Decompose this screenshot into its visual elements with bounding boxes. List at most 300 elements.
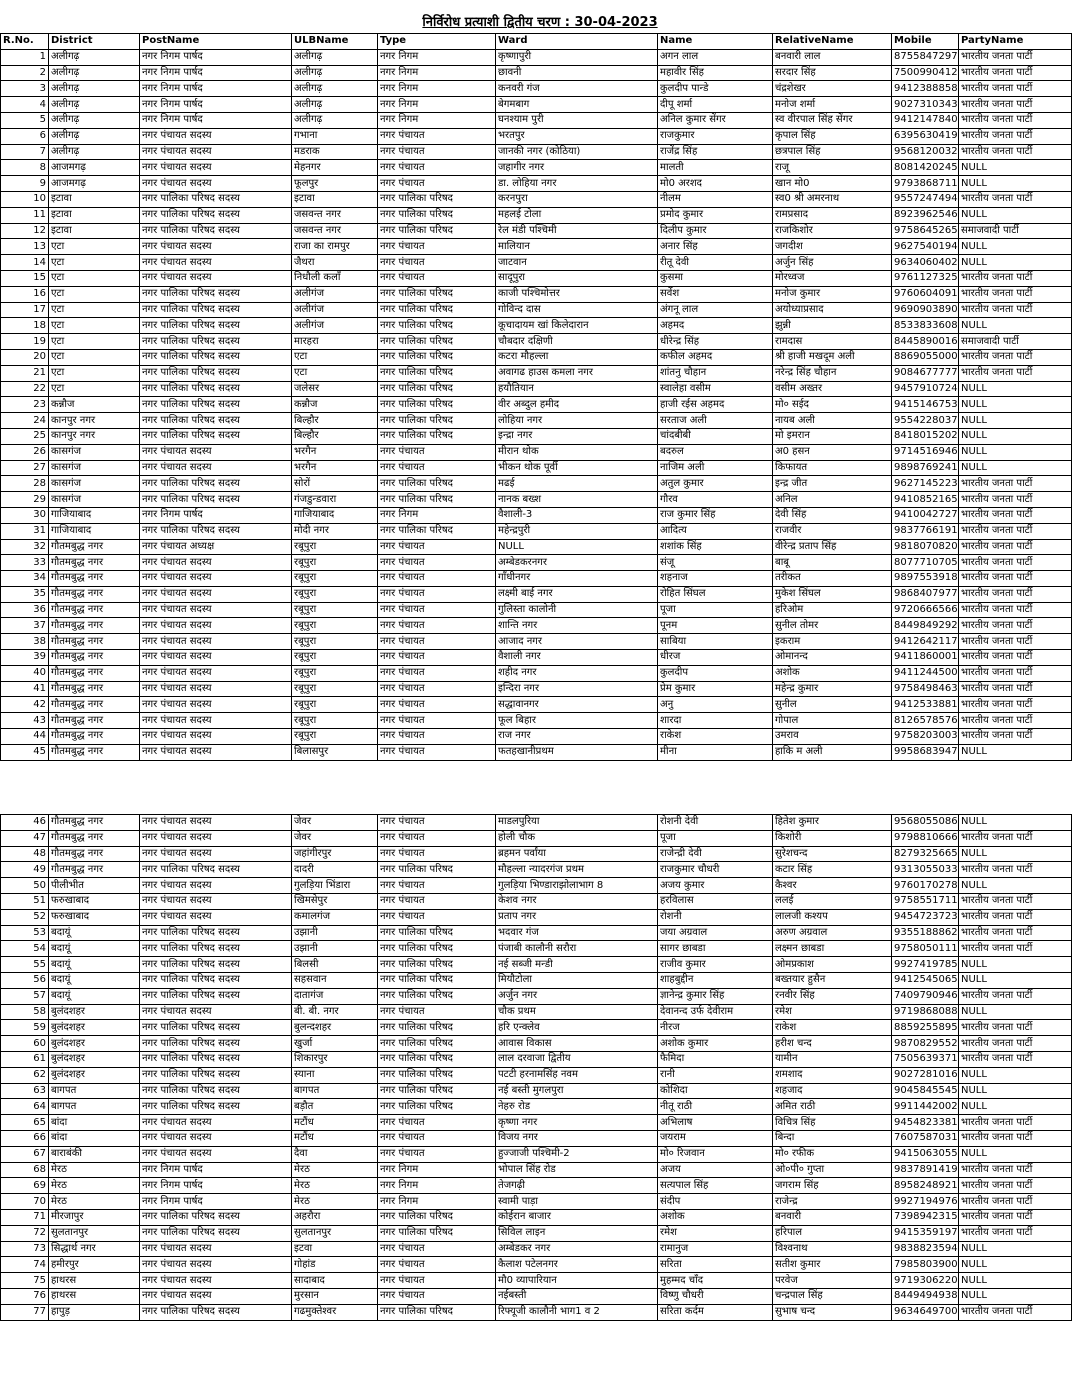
cell-type: नगर पालिका परिषद bbox=[378, 365, 496, 381]
cell-rno: 50 bbox=[1, 878, 49, 894]
cell-name: संदीप bbox=[658, 1194, 773, 1210]
cell-partyname: भारतीय जनता पार्टी bbox=[959, 941, 1072, 957]
cell-ulbname: दैवा bbox=[292, 1146, 378, 1162]
cell-ward: मढई bbox=[496, 476, 658, 492]
cell-name: रमेश bbox=[658, 1225, 773, 1241]
cell-rno: 3 bbox=[1, 81, 49, 97]
cell-ulbname: बिलासपुर bbox=[292, 744, 378, 760]
cell-name: रीतू देवी bbox=[658, 255, 773, 271]
cell-relativename: इकराम bbox=[773, 634, 892, 650]
cell-ward: इन्द्रा नगर bbox=[496, 428, 658, 444]
cell-mobile: 9412147840 bbox=[892, 112, 959, 128]
cell-ulbname: रबूपुरा bbox=[292, 665, 378, 681]
cell-postname: नगर निगम पार्षद bbox=[140, 507, 292, 523]
cell-district: कासगंज bbox=[49, 476, 140, 492]
cell-district: गौतमबुद्ध नगर bbox=[49, 815, 140, 831]
cell-district: कासगंज bbox=[49, 460, 140, 476]
cell-partyname: NULL bbox=[959, 846, 1072, 862]
col-header-district: District bbox=[49, 34, 140, 50]
cell-relativename: विचित्र सिंह bbox=[773, 1115, 892, 1131]
table-row bbox=[1, 176, 1072, 192]
table-row bbox=[1, 878, 1072, 894]
cell-ward: पटटी हरनामसिंह नवम bbox=[496, 1067, 658, 1083]
cell-district: फरुखाबाद bbox=[49, 909, 140, 925]
table-row bbox=[1, 909, 1072, 925]
cell-rno: 11 bbox=[1, 207, 49, 223]
cell-ulbname: अलीगढ़ bbox=[292, 112, 378, 128]
cell-postname: नगर पालिका परिषद सदस्य bbox=[140, 492, 292, 508]
cell-ulbname: एटा bbox=[292, 365, 378, 381]
cell-rno: 36 bbox=[1, 602, 49, 618]
cell-mobile: 9355188862 bbox=[892, 925, 959, 941]
table-row bbox=[1, 1194, 1072, 1210]
cell-name: दीपू शर्मा bbox=[658, 97, 773, 113]
cell-name: नाजिम अली bbox=[658, 460, 773, 476]
cell-mobile: 9412642117 bbox=[892, 634, 959, 650]
cell-ward: फूल बिहार bbox=[496, 713, 658, 729]
cell-ward: माडलपुरिया bbox=[496, 815, 658, 831]
cell-type: नगर पंचायत bbox=[378, 1004, 496, 1020]
cell-partyname: NULL bbox=[959, 1146, 1072, 1162]
cell-district: बदायूं bbox=[49, 941, 140, 957]
cell-name: गौरव bbox=[658, 492, 773, 508]
cell-partyname: भारतीय जनता पार्टी bbox=[959, 729, 1072, 745]
table-row bbox=[1, 1162, 1072, 1178]
cell-partyname: भारतीय जनता पार्टी bbox=[959, 925, 1072, 941]
cell-district: इटावा bbox=[49, 223, 140, 239]
cell-relativename: रमेश bbox=[773, 1004, 892, 1020]
cell-type: नगर पंचायत bbox=[378, 176, 496, 192]
cell-mobile: 8418015202 bbox=[892, 428, 959, 444]
cell-ulbname: अलीगढ़ bbox=[292, 65, 378, 81]
cell-type: नगर पालिका परिषद bbox=[378, 191, 496, 207]
cell-relativename: सुनील तोमर bbox=[773, 618, 892, 634]
cell-postname: नगर पंचायत सदस्य bbox=[140, 909, 292, 925]
cell-relativename: रामदास bbox=[773, 334, 892, 350]
table-row bbox=[1, 555, 1072, 571]
cell-district: सुलतानपुर bbox=[49, 1225, 140, 1241]
cell-name: अंगनू लाल bbox=[658, 302, 773, 318]
cell-rno: 16 bbox=[1, 286, 49, 302]
table-row bbox=[1, 523, 1072, 539]
cell-district: एटा bbox=[49, 381, 140, 397]
cell-ward: अम्बेडकरनगर bbox=[496, 555, 658, 571]
cell-mobile: 9870829552 bbox=[892, 1036, 959, 1052]
cell-name: मुहम्मद चाँद bbox=[658, 1273, 773, 1289]
cell-ward: बेगमबाग bbox=[496, 97, 658, 113]
cell-type: नगर पालिका परिषद bbox=[378, 1051, 496, 1067]
cell-postname: नगर पंचायत अध्यक्ष bbox=[140, 539, 292, 555]
cell-ward: कृष्णा नगर bbox=[496, 1115, 658, 1131]
cell-partyname: NULL bbox=[959, 460, 1072, 476]
cell-relativename: कटार सिंह bbox=[773, 862, 892, 878]
cell-postname: नगर पालिका परिषद सदस्य bbox=[140, 1099, 292, 1115]
cell-district: गौतमबुद्ध नगर bbox=[49, 729, 140, 745]
cell-mobile: 9027310343 bbox=[892, 97, 959, 113]
cell-ward: हरि एन्क्लेव bbox=[496, 1020, 658, 1036]
cell-rno: 32 bbox=[1, 539, 49, 555]
cell-district: गौतमबुद्ध नगर bbox=[49, 618, 140, 634]
table-row bbox=[1, 1083, 1072, 1099]
cell-partyname: NULL bbox=[959, 1083, 1072, 1099]
cell-name: अहमद bbox=[658, 318, 773, 334]
cell-mobile: 9412545065 bbox=[892, 972, 959, 988]
cell-rno: 7 bbox=[1, 144, 49, 160]
cell-mobile: 7607587031 bbox=[892, 1130, 959, 1146]
cell-mobile: 9554228037 bbox=[892, 413, 959, 429]
cell-name: नीलम bbox=[658, 191, 773, 207]
cell-district: सिद्धार्थ नगर bbox=[49, 1241, 140, 1257]
cell-rno: 64 bbox=[1, 1099, 49, 1115]
cell-ulbname: रबूपुरा bbox=[292, 586, 378, 602]
cell-ward: नई बस्ती मुगलपुरा bbox=[496, 1083, 658, 1099]
table-row bbox=[1, 972, 1072, 988]
cell-relativename: बिन्दा bbox=[773, 1130, 892, 1146]
cell-name: महावीर सिंह bbox=[658, 65, 773, 81]
cell-ulbname: बिल्हौर bbox=[292, 413, 378, 429]
table-row bbox=[1, 941, 1072, 957]
cell-type: नगर पालिका परिषद bbox=[378, 1067, 496, 1083]
cell-name: अशोक कुमार bbox=[658, 1036, 773, 1052]
cell-ward: वैशाली नगर bbox=[496, 650, 658, 666]
table-row bbox=[1, 1288, 1072, 1304]
table-row bbox=[1, 713, 1072, 729]
cell-rno: 69 bbox=[1, 1178, 49, 1194]
table-row bbox=[1, 223, 1072, 239]
cell-ulbname: भरगैन bbox=[292, 444, 378, 460]
cell-rno: 54 bbox=[1, 941, 49, 957]
cell-rno: 24 bbox=[1, 413, 49, 429]
cell-mobile: 9411244500 bbox=[892, 665, 959, 681]
cell-rno: 5 bbox=[1, 112, 49, 128]
cell-ward: भोपाल सिंह रोड bbox=[496, 1162, 658, 1178]
cell-postname: नगर निगम पार्षद bbox=[140, 1194, 292, 1210]
cell-ulbname: रबूपुरा bbox=[292, 555, 378, 571]
cell-ward: भरतपुर bbox=[496, 128, 658, 144]
cell-rno: 76 bbox=[1, 1288, 49, 1304]
cell-type: नगर पंचायत bbox=[378, 239, 496, 255]
cell-type: नगर निगम bbox=[378, 97, 496, 113]
cell-name: आदित्य bbox=[658, 523, 773, 539]
cell-ulbname: अलीगंज bbox=[292, 318, 378, 334]
cell-postname: नगर पालिका परिषद सदस्य bbox=[140, 413, 292, 429]
cell-mobile: 9557247494 bbox=[892, 191, 959, 207]
cell-rno: 13 bbox=[1, 239, 49, 255]
cell-ward: शहीद नगर bbox=[496, 665, 658, 681]
table-row bbox=[1, 586, 1072, 602]
cell-mobile: 8077710705 bbox=[892, 555, 959, 571]
cell-relativename: चन्द्रपाल सिंह bbox=[773, 1288, 892, 1304]
cell-partyname: NULL bbox=[959, 1004, 1072, 1020]
cell-mobile: 7500990412 bbox=[892, 65, 959, 81]
cell-mobile: 8449494938 bbox=[892, 1288, 959, 1304]
cell-rno: 51 bbox=[1, 893, 49, 909]
cell-rno: 23 bbox=[1, 397, 49, 413]
cell-type: नगर पंचायत bbox=[378, 1146, 496, 1162]
table-row bbox=[1, 988, 1072, 1004]
cell-name: शाहबुद्दीन bbox=[658, 972, 773, 988]
cell-postname: नगर पंचायत सदस्य bbox=[140, 1130, 292, 1146]
cell-name: प्रेम कुमार bbox=[658, 681, 773, 697]
cell-relativename: छत्रपाल सिंह bbox=[773, 144, 892, 160]
cell-ulbname: बागपत bbox=[292, 1083, 378, 1099]
cell-name: विष्णु चौधरी bbox=[658, 1288, 773, 1304]
cell-ward: रेल मंडी पश्चिमी bbox=[496, 223, 658, 239]
cell-mobile: 9027281016 bbox=[892, 1067, 959, 1083]
cell-mobile: 9927194976 bbox=[892, 1194, 959, 1210]
cell-postname: नगर पालिका परिषद सदस्य bbox=[140, 476, 292, 492]
cell-postname: नगर निगम पार्षद bbox=[140, 1178, 292, 1194]
cell-ulbname: उझानी bbox=[292, 925, 378, 941]
cell-partyname: भारतीय जनता पार्टी bbox=[959, 492, 1072, 508]
cell-district: गौतमबुद्ध नगर bbox=[49, 862, 140, 878]
cell-name: शशांक सिंह bbox=[658, 539, 773, 555]
cell-name: अगन लाल bbox=[658, 49, 773, 65]
cell-district: गौतमबुद्ध नगर bbox=[49, 665, 140, 681]
cell-ulbname: सुलतानपुर bbox=[292, 1225, 378, 1241]
cell-postname: नगर पंचायत सदस्य bbox=[140, 697, 292, 713]
cell-ward: होली चौक bbox=[496, 830, 658, 846]
cell-relativename: बनवारी bbox=[773, 1209, 892, 1225]
cell-type: नगर पंचायत bbox=[378, 830, 496, 846]
cell-partyname: NULL bbox=[959, 957, 1072, 973]
cell-relativename: ओमानन्द bbox=[773, 650, 892, 666]
cell-mobile: 9798810666 bbox=[892, 830, 959, 846]
cell-ulbname: मेरठ bbox=[292, 1178, 378, 1194]
cell-postname: नगर निगम पार्षद bbox=[140, 1162, 292, 1178]
cell-mobile: 9898769241 bbox=[892, 460, 959, 476]
cell-mobile: 9415146753 bbox=[892, 397, 959, 413]
cell-relativename: हाकि म अली bbox=[773, 744, 892, 760]
cell-partyname: NULL bbox=[959, 428, 1072, 444]
cell-relativename: सुनील bbox=[773, 697, 892, 713]
cell-name: धीरेन्द्र सिंह bbox=[658, 334, 773, 350]
cell-ward: करनपुरा bbox=[496, 191, 658, 207]
cell-district: फरुखाबाद bbox=[49, 893, 140, 909]
cell-ward: NULL bbox=[496, 539, 658, 555]
cell-partyname: भारतीय जनता पार्टी bbox=[959, 1225, 1072, 1241]
cell-district: अलीगढ़ bbox=[49, 144, 140, 160]
cell-partyname: भारतीय जनता पार्टी bbox=[959, 830, 1072, 846]
cell-postname: नगर पालिका परिषद सदस्य bbox=[140, 428, 292, 444]
cell-rno: 66 bbox=[1, 1130, 49, 1146]
cell-partyname: NULL bbox=[959, 176, 1072, 192]
cell-mobile: 8923962546 bbox=[892, 207, 959, 223]
cell-type: नगर पंचायत bbox=[378, 255, 496, 271]
table-row bbox=[1, 49, 1072, 65]
cell-rno: 72 bbox=[1, 1225, 49, 1241]
cell-rno: 2 bbox=[1, 65, 49, 81]
col-header-mobile: Mobile bbox=[892, 34, 959, 50]
cell-rno: 15 bbox=[1, 270, 49, 286]
table-row bbox=[1, 207, 1072, 223]
table-row bbox=[1, 1067, 1072, 1083]
cell-name: शहनाज bbox=[658, 571, 773, 587]
cell-district: हमीरपुर bbox=[49, 1257, 140, 1273]
cell-name: बदरुल bbox=[658, 444, 773, 460]
cell-name: रोशनी देवी bbox=[658, 815, 773, 831]
cell-rno: 65 bbox=[1, 1115, 49, 1131]
cell-name: राजकुमार bbox=[658, 128, 773, 144]
cell-rno: 9 bbox=[1, 176, 49, 192]
table-body-part1 bbox=[1, 49, 1072, 760]
cell-district: बाराबंकी bbox=[49, 1146, 140, 1162]
cell-ulbname: गाजियाबाद bbox=[292, 507, 378, 523]
cell-type: नगर निगम bbox=[378, 49, 496, 65]
cell-relativename: मो इमरान bbox=[773, 428, 892, 444]
cell-partyname: भारतीय जनता पार्टी bbox=[959, 286, 1072, 302]
cell-mobile: 9454823381 bbox=[892, 1115, 959, 1131]
cell-partyname: NULL bbox=[959, 878, 1072, 894]
cell-name: अभिलाष bbox=[658, 1115, 773, 1131]
cell-district: गौतमबुद्ध नगर bbox=[49, 586, 140, 602]
cell-ward: मालियान bbox=[496, 239, 658, 255]
cell-type: नगर पंचायत bbox=[378, 878, 496, 894]
cell-ward: तेजगढ़ी bbox=[496, 1178, 658, 1194]
cell-rno: 52 bbox=[1, 909, 49, 925]
cell-relativename: कैश्वर bbox=[773, 878, 892, 894]
cell-district: इटावा bbox=[49, 207, 140, 223]
cell-postname: नगर पंचायत सदस्य bbox=[140, 270, 292, 286]
cell-rno: 20 bbox=[1, 349, 49, 365]
cell-postname: नगर पालिका परिषद सदस्य bbox=[140, 1036, 292, 1052]
cell-relativename: यामीन bbox=[773, 1051, 892, 1067]
cell-ward: काजी पश्चिमोत्तर bbox=[496, 286, 658, 302]
table-row bbox=[1, 862, 1072, 878]
cell-mobile: 9719306220 bbox=[892, 1273, 959, 1289]
cell-postname: नगर पालिका परिषद सदस्य bbox=[140, 349, 292, 365]
cell-ulbname: अलीगढ़ bbox=[292, 49, 378, 65]
cell-mobile: 9568120032 bbox=[892, 144, 959, 160]
cell-relativename: कृपाल सिंह bbox=[773, 128, 892, 144]
cell-partyname: NULL bbox=[959, 160, 1072, 176]
col-header-postname: PostName bbox=[140, 34, 292, 50]
cell-district: आजमगढ़ bbox=[49, 176, 140, 192]
cell-type: नगर पंचायत bbox=[378, 744, 496, 760]
cell-postname: नगर पंचायत सदस्य bbox=[140, 618, 292, 634]
cell-name: राज कुमार सिंह bbox=[658, 507, 773, 523]
cell-district: अलीगढ़ bbox=[49, 128, 140, 144]
table-row bbox=[1, 1115, 1072, 1131]
cell-ulbname: मटौंध bbox=[292, 1115, 378, 1131]
cell-type: नगर पालिका परिषद bbox=[378, 1304, 496, 1320]
cell-ulbname: रबूपुरा bbox=[292, 539, 378, 555]
cell-postname: नगर पंचायत सदस्य bbox=[140, 460, 292, 476]
cell-ulbname: रबूपुरा bbox=[292, 571, 378, 587]
cell-relativename: झुन्नी bbox=[773, 318, 892, 334]
cell-district: गौतमबुद्ध नगर bbox=[49, 830, 140, 846]
table-row bbox=[1, 1304, 1072, 1320]
cell-ward: वीर अब्दुल हमीद bbox=[496, 397, 658, 413]
cell-ward: फतहखानीप्रथम bbox=[496, 744, 658, 760]
table-row bbox=[1, 1225, 1072, 1241]
cell-district: मेरठ bbox=[49, 1194, 140, 1210]
cell-district: एटा bbox=[49, 239, 140, 255]
cell-ward: गाँधीनगर bbox=[496, 571, 658, 587]
table-row bbox=[1, 112, 1072, 128]
cell-partyname: भारतीय जनता पार्टी bbox=[959, 1162, 1072, 1178]
table-row bbox=[1, 381, 1072, 397]
cell-ulbname: रबूपुरा bbox=[292, 634, 378, 650]
cell-rno: 1 bbox=[1, 49, 49, 65]
cell-ulbname: गढमुक्तेश्वर bbox=[292, 1304, 378, 1320]
cell-relativename: अरुण अग्रवाल bbox=[773, 925, 892, 941]
cell-ulbname: रबूपुरा bbox=[292, 681, 378, 697]
cell-mobile: 9634649700 bbox=[892, 1304, 959, 1320]
cell-district: कासगंज bbox=[49, 492, 140, 508]
cell-partyname: भारतीय जनता पार्टी bbox=[959, 349, 1072, 365]
cell-relativename: नायब अली bbox=[773, 413, 892, 429]
cell-ward: गुलड़िया भिण्डाराझोलाभाग 8 bbox=[496, 878, 658, 894]
cell-ward: महलई टोला bbox=[496, 207, 658, 223]
cell-ulbname: एटा bbox=[292, 349, 378, 365]
cell-postname: नगर पालिका परिषद सदस्य bbox=[140, 523, 292, 539]
cell-name: सरिता bbox=[658, 1257, 773, 1273]
cell-type: नगर निगम bbox=[378, 1194, 496, 1210]
cell-district: मेरठ bbox=[49, 1162, 140, 1178]
cell-type: नगर पालिका परिषद bbox=[378, 1020, 496, 1036]
cell-ulbname: खिमसेपुर bbox=[292, 893, 378, 909]
cell-relativename: सतीश कुमार bbox=[773, 1257, 892, 1273]
cell-ulbname: रबूपुरा bbox=[292, 713, 378, 729]
cell-partyname: भारतीय जनता पार्टी bbox=[959, 365, 1072, 381]
cell-type: नगर पंचायत bbox=[378, 713, 496, 729]
cell-partyname: भारतीय जनता पार्टी bbox=[959, 586, 1072, 602]
table-row bbox=[1, 957, 1072, 973]
cell-name: जयराम bbox=[658, 1130, 773, 1146]
cell-name: धीरज bbox=[658, 650, 773, 666]
cell-relativename: वसीम अख्तर bbox=[773, 381, 892, 397]
table-row bbox=[1, 1051, 1072, 1067]
cell-ward: अम्बेडकर नगर bbox=[496, 1241, 658, 1257]
cell-rno: 59 bbox=[1, 1020, 49, 1036]
cell-district: मेरठ bbox=[49, 1178, 140, 1194]
cell-postname: नगर निगम पार्षद bbox=[140, 97, 292, 113]
cell-district: एटा bbox=[49, 365, 140, 381]
cell-type: नगर पालिका परिषद bbox=[378, 397, 496, 413]
cell-district: बुलंदशहर bbox=[49, 1051, 140, 1067]
cell-rno: 44 bbox=[1, 729, 49, 745]
cell-rno: 42 bbox=[1, 697, 49, 713]
cell-rno: 25 bbox=[1, 428, 49, 444]
cell-ward: चौबदार दक्षिणी bbox=[496, 334, 658, 350]
cell-relativename: किफायत bbox=[773, 460, 892, 476]
cell-district: अलीगढ़ bbox=[49, 65, 140, 81]
cell-rno: 46 bbox=[1, 815, 49, 831]
cell-postname: नगर पंचायत सदस्य bbox=[140, 713, 292, 729]
cell-relativename: अमित राठी bbox=[773, 1099, 892, 1115]
cell-relativename: खान मो0 bbox=[773, 176, 892, 192]
cell-name: साबिया bbox=[658, 634, 773, 650]
cell-rno: 57 bbox=[1, 988, 49, 1004]
table-row bbox=[1, 1209, 1072, 1225]
cell-name: रामानुज bbox=[658, 1241, 773, 1257]
cell-rno: 6 bbox=[1, 128, 49, 144]
cell-name: नीरज bbox=[658, 1020, 773, 1036]
cell-partyname: भारतीय जनता पार्टी bbox=[959, 650, 1072, 666]
cell-partyname: NULL bbox=[959, 1257, 1072, 1273]
cell-partyname: भारतीय जनता पार्टी bbox=[959, 1178, 1072, 1194]
cell-ulbname: इटावा bbox=[292, 191, 378, 207]
cell-rno: 12 bbox=[1, 223, 49, 239]
table-row bbox=[1, 270, 1072, 286]
cell-mobile: 7505639371 bbox=[892, 1051, 959, 1067]
cell-relativename: हरिओम bbox=[773, 602, 892, 618]
cell-mobile: 9911442002 bbox=[892, 1099, 959, 1115]
cell-postname: नगर पालिका परिषद सदस्य bbox=[140, 1083, 292, 1099]
cell-postname: नगर पंचायत सदस्य bbox=[140, 160, 292, 176]
cell-mobile: 9410852165 bbox=[892, 492, 959, 508]
